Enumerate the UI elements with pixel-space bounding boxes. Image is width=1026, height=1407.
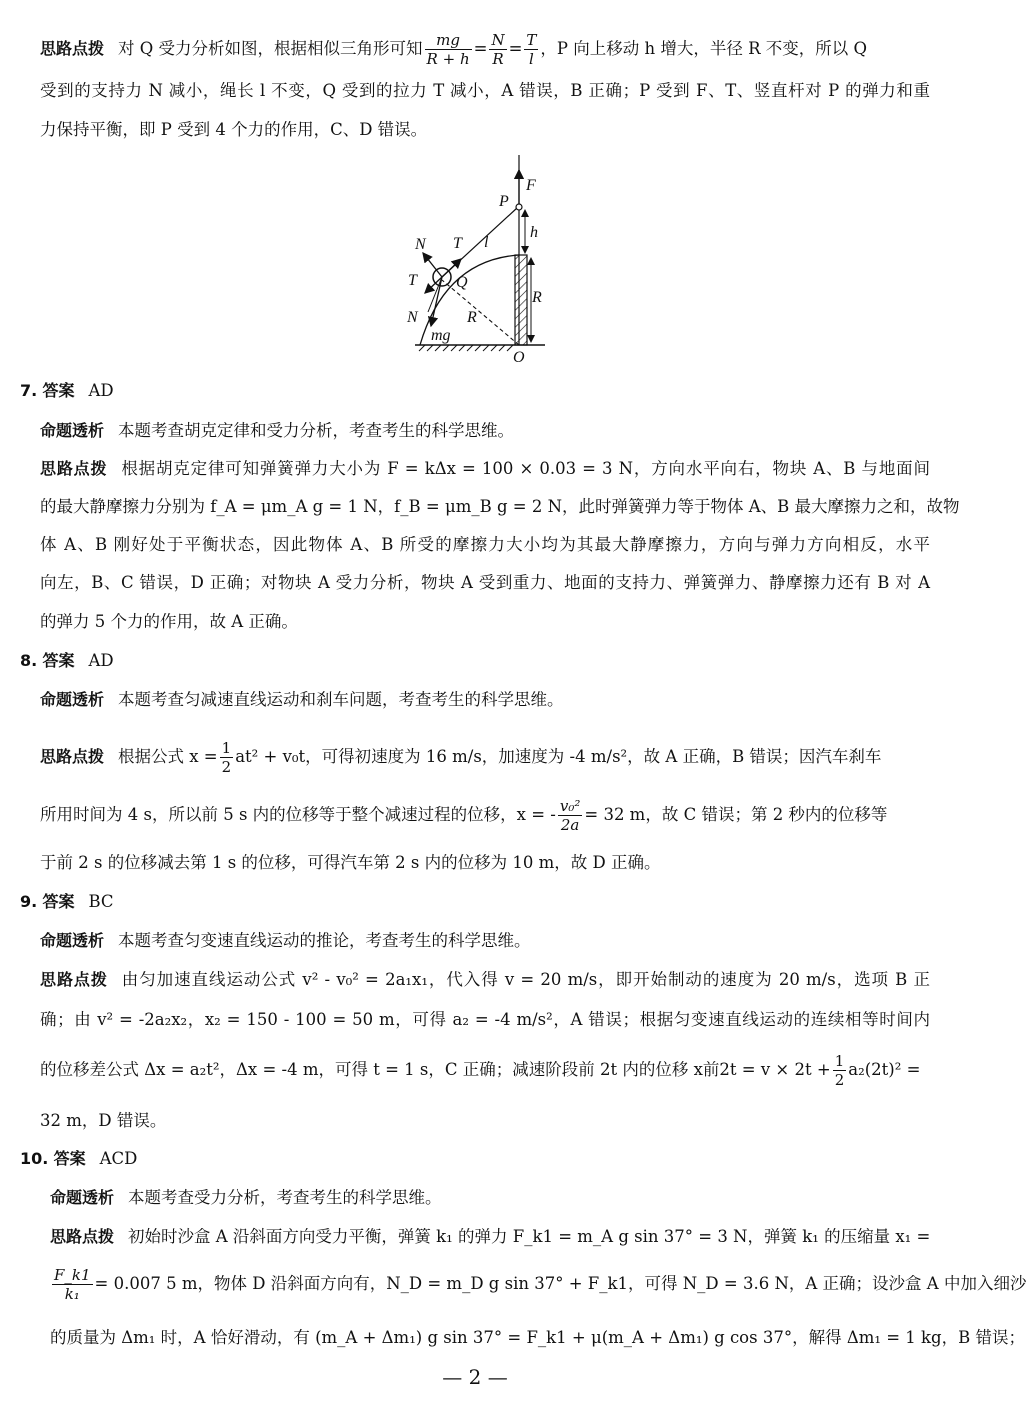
q9-hint-line-3: 的位移差公式 Δx = a₂t²，Δx = -4 m，可得 t = 1 s，C 正确；减速阶段前 2t 内的位移 x前2t = v × 2t + $\frac{1}{2}$ a₂(2t)² =	[40, 1052, 921, 1089]
label-r-dashed: R	[467, 309, 477, 326]
page-number: — 2 —	[442, 1365, 508, 1389]
ground-hatching	[419, 345, 513, 351]
q10-answer-value: ACD	[99, 1149, 138, 1168]
label-mg: mg	[431, 327, 451, 344]
fraction-mg-over-r-plus-h: $\frac{mg}{R + h}$	[426, 31, 470, 68]
q7-intent: 命题透析 本题考查胡克定律和受力分析，考查考生的科学思维。	[40, 421, 515, 440]
q7-hint-line-4: 向左，B、C 错误，D 正确；对物块 A 受力分析，物块 A 受到重力、地面的支持力、弹簧弹力、静摩擦力还有 B 对 A	[40, 573, 930, 592]
q10-hint-line-2: $\frac{F\_k1}{\text{k₁}}$ = 0.007 5 m，物体 D 沿斜面方向有，N_D = m_D g sin 37° + F_k1，可得 N_D = 3.6 N，A 正确；设沙盒 A 中加入细沙	[54, 1266, 1026, 1303]
q8-intent: 命题透析 本题考查匀减速直线运动和刹车问题，考查考生的科学思维。	[40, 690, 564, 709]
q9-answer: 9. 答案 BC	[20, 892, 114, 911]
label-o: O	[513, 349, 525, 366]
label-p: P	[499, 193, 509, 210]
q7-hint-line-2: 的最大静摩擦力分别为 f_A = μm_A g = 1 N，f_B = μm_B g = 2 N，此时弹簧弹力等于物体 A、B 最大摩擦力之和，故物	[40, 497, 960, 516]
fraction-t-over-l: $\frac{T}{l}$	[526, 31, 537, 68]
label-n-upper: N	[415, 236, 426, 253]
q7-hint-line-3: 体 A、B 刚好处于平衡状态，因此物体 A、B 所受的摩擦力大小均为其最大静摩擦力，方向与弹力方向相反，水平	[40, 535, 930, 554]
q8-answer-value: AD	[88, 651, 114, 670]
q7-hint-line-1: 思路点拨 根据胡克定律可知弹簧弹力大小为 F = kΔx = 100 × 0.03 = 3 N，方向水平向右，物块 A、B 与地面间	[40, 459, 930, 478]
label-n-lower: N	[407, 309, 418, 326]
q8-hint-line-3: 于前 2 s 的位移减去第 1 s 的位移，可得汽车第 2 s 内的位移为 10 m，故 D 正确。	[40, 853, 661, 872]
q8-hint-line-2: 所用时间为 4 s，所以前 5 s 内的位移等于整个减速过程的位移，x = - $\frac{\text{v₀²}}{2a}$ = 32 m，故 C 错误；第 2 秒内的位移等	[40, 797, 888, 834]
force-diagram	[395, 150, 565, 365]
q8-answer: 8. 答案 AD	[20, 651, 114, 670]
fraction-one-half-q9: $\frac{1}{2}$	[834, 1052, 845, 1089]
fraction-one-half: $\frac{1}{2}$	[221, 739, 232, 776]
q10-hint-line-1: 思路点拨 初始时沙盒 A 沿斜面方向受力平衡，弹簧 k₁ 的弹力 F_k1 = m_A g sin 37° = 3 N，弹簧 k₁ 的压缩量 x₁ =	[50, 1227, 931, 1246]
label-l: l	[484, 234, 489, 251]
ring-p	[516, 204, 522, 210]
q10-answer: 10. 答案 ACD	[20, 1149, 138, 1168]
q9-hint-line-2: 确；由 v² = -2a₂x₂，x₂ = 150 - 100 = 50 m，可得 a₂ = -4 m/s²，A 错误；根据匀变速直线运动的连续相等时间内	[40, 1010, 930, 1029]
q9-hint-line-4: 32 m，D 错误。	[40, 1111, 167, 1130]
label-h: h	[530, 224, 538, 241]
support-block	[515, 255, 527, 345]
q7-answer: 7. 答案 AD	[20, 381, 114, 400]
label-t-lower: T	[408, 272, 417, 289]
q10-intent: 命题透析 本题考查受力分析，考查考生的科学思维。	[50, 1188, 442, 1207]
q6-line-1: 思路点拨 对 Q 受力分析如图，根据相似三角形可知 $\frac{mg}{R + h}$ = $\frac{N}{R}$ = $\frac{T}{l}$ ，P 向上移动 h 增大，半径 R 不变，所以 Q	[40, 31, 868, 68]
fraction-fk1-over-k1: $\frac{F\_k1}{\text{k₁}}$	[54, 1266, 91, 1303]
q6-hint-label: 思路点拨	[40, 39, 105, 58]
q9-answer-value: BC	[88, 892, 114, 911]
label-f: F	[526, 177, 536, 194]
q9-hint-line-1: 思路点拨 由匀加速直线运动公式 v² - v₀² = 2a₁x₁，代入得 v = 20 m/s，即开始制动的速度为 20 m/s，选项 B 正	[40, 970, 930, 989]
q8-hint-line-1: 思路点拨 根据公式 x = $\frac{1}{2}$ at² + v₀t，可得初速度为 16 m/s，加速度为 -4 m/s²，故 A 正确，B 错误；因汽车刹车	[40, 739, 882, 776]
q7-hint-line-5: 的弹力 5 个力的作用，故 A 正确。	[40, 612, 298, 631]
q6-line-3: 力保持平衡，即 P 受到 4 个力的作用，C、D 错误。	[40, 120, 428, 139]
force-n-arrow	[423, 253, 442, 277]
fraction-v0sq-over-2a: $\frac{\text{v₀²}}{2a}$	[559, 797, 581, 834]
q6-line-2: 受到的支持力 N 减小，绳长 l 不变，Q 受到的拉力 T 减小，A 错误，B 正确；P 受到 F、T、竖直杆对 P 的弹力和重	[40, 81, 930, 100]
q7-answer-value: AD	[88, 381, 114, 400]
fraction-n-over-r: $\frac{N}{R}$	[491, 31, 505, 68]
label-t-upper: T	[453, 235, 462, 252]
q10-hint-line-3: 的质量为 Δm₁ 时，A 恰好滑动，有 (m_A + Δm₁) g sin 37° = F_k1 + μ(m_A + Δm₁) g cos 37°，解得 Δm₁ = 1 kg，B 错误；	[50, 1328, 1025, 1347]
radius-dashed	[442, 280, 519, 345]
label-q: Q	[456, 274, 468, 291]
q9-intent: 命题透析 本题考查匀变速直线运动的推论，考查考生的科学思维。	[40, 931, 531, 950]
label-r-right: R	[532, 289, 542, 306]
